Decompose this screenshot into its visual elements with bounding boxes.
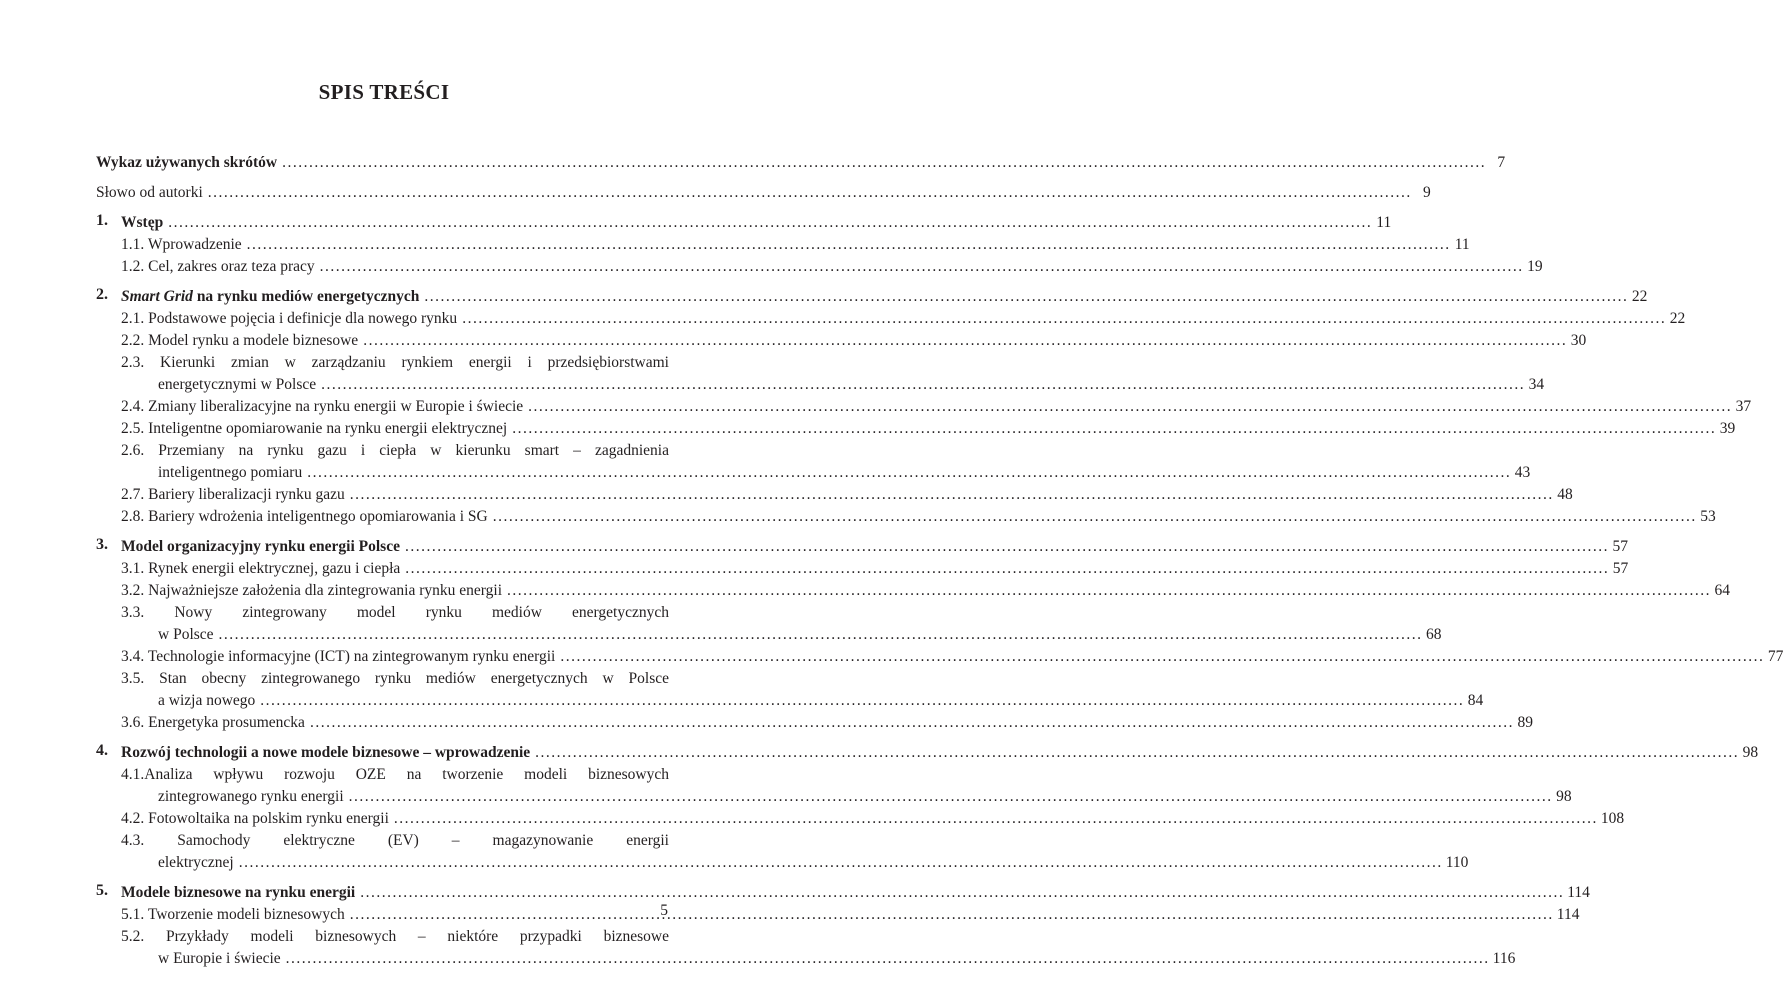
leader-dots [424, 286, 1628, 308]
leader-dots [208, 182, 1412, 204]
entry-page: 68 [1426, 626, 1442, 643]
subsection-line [121, 668, 669, 690]
table-of-contents [96, 152, 1783, 970]
entry-page: 48 [1557, 486, 1573, 503]
entry-page: 57 [1612, 538, 1628, 555]
subsection [96, 558, 1629, 580]
entry-text: 2.4. Zmiany liberalizacyjne na rynku energii w Europie i świecie [121, 398, 524, 415]
subsection-entry [121, 904, 1580, 926]
entry-text: 2.1. Podstawowe pojęcia i definicje dla nowego rynku [121, 310, 458, 327]
subsection-line [121, 602, 669, 624]
entry-page: 64 [1714, 582, 1731, 599]
leader-dots [405, 536, 1609, 558]
entry-page: 116 [1492, 950, 1516, 967]
section-heading [96, 286, 1648, 308]
section-number: 2. [96, 286, 108, 303]
section-entry [121, 536, 1628, 558]
subsection-entry [121, 646, 1783, 668]
entry-text: 3.4. Technologie informacyjne (ICT) na zintegrowanym rynku energii [121, 648, 556, 665]
page-number: 5 [660, 902, 668, 919]
subsection-entry [158, 624, 1442, 646]
subsection-entry [121, 484, 1573, 506]
subsection-entry [121, 506, 1716, 528]
leader-dots [462, 308, 1666, 330]
entry-text: 4.2. Fotowoltaika na polskim rynku energii [121, 810, 389, 827]
leader-dots [405, 558, 1609, 580]
subsection [96, 256, 1543, 278]
subsection-line [121, 764, 669, 786]
entry-text: energetycznymi w Polsce [158, 376, 317, 393]
section-number: 3. [96, 536, 108, 553]
leader-dots [360, 882, 1564, 904]
front-entry [96, 182, 1431, 204]
entry-page: 22 [1669, 310, 1686, 327]
section-heading [96, 742, 1759, 764]
subsection-entry [121, 256, 1543, 278]
subsection-entry [121, 234, 1470, 256]
leader-dots [507, 580, 1711, 602]
entry-text: zintegrowanego rynku energii [158, 788, 344, 805]
subsection-entry [121, 396, 1752, 418]
subsection-entry [121, 712, 1533, 734]
section-entry [121, 882, 1590, 904]
section-number: 4. [96, 742, 108, 759]
entry-text: 1.2. Cel, zakres oraz teza pracy [121, 258, 315, 275]
entry-page: 34 [1528, 376, 1545, 393]
entry-text: Model organizacyjny rynku energii Polsce [121, 538, 400, 555]
subsection-entry [158, 948, 1516, 970]
leader-dots [310, 712, 1514, 734]
leader-dots [286, 948, 1490, 970]
entry-page: 89 [1517, 714, 1533, 731]
subsection [96, 808, 1625, 830]
entry-text: inteligentnego pomiaru [158, 464, 303, 481]
section-entry [121, 742, 1758, 764]
leader-dots [394, 808, 1598, 830]
entry-text: 2.7. Bariery liberalizacji rynku gazu [121, 486, 345, 503]
subsection [96, 484, 1573, 506]
subsection-line [121, 440, 669, 462]
entry-page: 43 [1514, 464, 1531, 481]
leader-dots [349, 786, 1553, 808]
entry-page: 108 [1600, 810, 1625, 827]
subsection-entry [121, 418, 1736, 440]
entry-text: elektrycznej [158, 854, 234, 871]
subsection-multiline [96, 830, 1469, 874]
section-heading [96, 536, 1628, 558]
entry-text: a wizja nowego [158, 692, 256, 709]
page-title: SPIS TREŚCI [318, 80, 450, 104]
leader-dots [320, 256, 1524, 278]
entry-page: 84 [1467, 692, 1484, 709]
subsection [96, 418, 1736, 440]
entry-text: Wstęp [121, 214, 164, 231]
subsection-continuation [121, 948, 1516, 970]
subsection [96, 308, 1686, 330]
leader-dots [247, 234, 1451, 256]
entry-page: 22 [1631, 288, 1648, 305]
front-entry [96, 152, 1506, 174]
leader-dots [528, 396, 1732, 418]
subsection-line-text: 3.5. Stan obecny zintegrowanego rynku mediów energetycznych w Polsce [121, 670, 669, 687]
subsection-line-text: 2.3. Kierunki zmian w zarządzaniu rynkiem energii i przedsiębiorstwami [121, 354, 669, 371]
entry-text: Rozwój technologii a nowe modele biznesowe – wprowadzenie [121, 744, 531, 761]
entry-page: 11 [1376, 214, 1392, 231]
entry-text: 2.5. Inteligentne opomiarowanie na rynku energii elektrycznej [121, 420, 508, 437]
entry-text: 3.6. Energetyka prosumencka [121, 714, 305, 731]
entry-text: 1.1. Wprowadzenie [121, 236, 242, 253]
section-entry [121, 212, 1391, 234]
section-heading [96, 212, 1392, 234]
subsection-entry [158, 786, 1572, 808]
leader-dots [239, 852, 1443, 874]
subsection-line-text: 4.3. Samochody elektryczne (EV) – magazynowanie energii [121, 832, 669, 849]
entry-text: Modele biznesowe na rynku energii [121, 884, 356, 901]
leader-dots [219, 624, 1423, 646]
entry-page: 98 [1556, 788, 1572, 805]
subsection-entry [121, 308, 1686, 330]
subsection [96, 646, 1783, 668]
entry-text: 5.1. Tworzenie modeli biznesowych [121, 906, 345, 923]
leader-dots [512, 418, 1716, 440]
section-number: 1. [96, 212, 108, 229]
entry-page: 9 [1423, 184, 1431, 201]
entry-page: 37 [1735, 398, 1752, 415]
subsection-continuation [121, 462, 1531, 484]
entry-page: 19 [1527, 258, 1543, 275]
entry-text: 3.2. Najważniejsze założenia dla zintegrowania rynku energii [121, 582, 503, 599]
subsection-entry [158, 690, 1484, 712]
subsection-multiline [96, 764, 1572, 808]
subsection-continuation [121, 786, 1572, 808]
entry-text: Słowo od autorki [96, 184, 203, 201]
subsection-entry [121, 808, 1625, 830]
leader-dots [350, 904, 1554, 926]
subsection-multiline [96, 602, 1442, 646]
subsection-line-text: 3.3. Nowy zintegrowany model rynku mediów energetycznych [121, 604, 669, 621]
entry-text: 3.1. Rynek energii elektrycznej, gazu i ciepła [121, 560, 401, 577]
section-entry [121, 286, 1647, 308]
subsection [96, 396, 1752, 418]
subsection-multiline [96, 352, 1545, 396]
subsection-continuation [121, 374, 1545, 396]
entry-page: 30 [1570, 332, 1587, 349]
subsection-line-text: 2.6. Przemiany na rynku gazu i ciepła w kierunku smart – zagadnienia [121, 442, 669, 459]
subsection-entry [121, 580, 1731, 602]
subsection-continuation [121, 852, 1469, 874]
subsection-multiline [96, 668, 1484, 712]
leader-dots [168, 212, 1372, 234]
entry-page: 98 [1742, 744, 1759, 761]
subsection-continuation [121, 690, 1484, 712]
subsection-entry [121, 330, 1587, 352]
leader-dots [363, 330, 1567, 352]
subsection [96, 234, 1470, 256]
entry-text: 2.8. Bariery wdrożenia inteligentnego opomiarowania i SG [121, 508, 488, 525]
subsection-entry [121, 558, 1629, 580]
leader-dots [321, 374, 1525, 396]
leader-dots [535, 742, 1739, 764]
section-title-italic: Smart Grid [121, 288, 193, 305]
subsection [96, 506, 1716, 528]
leader-dots [307, 462, 1511, 484]
subsection [96, 330, 1587, 352]
entry-page: 77 [1767, 648, 1783, 665]
subsection-entry [158, 852, 1469, 874]
entry-page: 114 [1567, 884, 1590, 901]
entry-text: 2.2. Model rynku a modele biznesowe [121, 332, 359, 349]
subsection-entry [158, 374, 1545, 396]
entry-text: w Polsce [158, 626, 214, 643]
entry-page: 114 [1556, 906, 1580, 923]
entry-text: w Europie i świecie [158, 950, 281, 967]
subsection-multiline [96, 440, 1531, 484]
entry-page: 53 [1700, 508, 1716, 525]
leader-dots [560, 646, 1764, 668]
subsection-line [121, 926, 669, 948]
leader-dots [493, 506, 1697, 528]
leader-dots [260, 690, 1464, 712]
leader-dots [350, 484, 1554, 506]
section-number: 5. [96, 882, 108, 899]
subsection-entry [158, 462, 1531, 484]
leader-dots [282, 152, 1486, 174]
subsection-continuation [121, 624, 1442, 646]
entry-page: 7 [1497, 154, 1506, 171]
subsection-multiline [96, 926, 1516, 970]
section-heading [96, 882, 1590, 904]
entry-page: 110 [1445, 854, 1469, 871]
subsection-line-text: 5.2. Przykłady modeli biznesowych – niektóre przypadki biznesowe [121, 928, 669, 945]
subsection-line [121, 830, 669, 852]
subsection-line [121, 352, 669, 374]
subsection [96, 580, 1731, 602]
entry-page: 57 [1612, 560, 1629, 577]
entry-page: 11 [1454, 236, 1470, 253]
entry-page: 39 [1719, 420, 1736, 437]
entry-text: Smart Grid na rynku mediów energetycznych [121, 288, 420, 305]
subsection [96, 904, 1580, 926]
subsection-line-text: 4.1.Analiza wpływu rozwoju OZE na tworzenie modeli biznesowych [121, 766, 669, 783]
subsection [96, 712, 1533, 734]
entry-text: Wykaz używanych skrótów [96, 154, 278, 171]
